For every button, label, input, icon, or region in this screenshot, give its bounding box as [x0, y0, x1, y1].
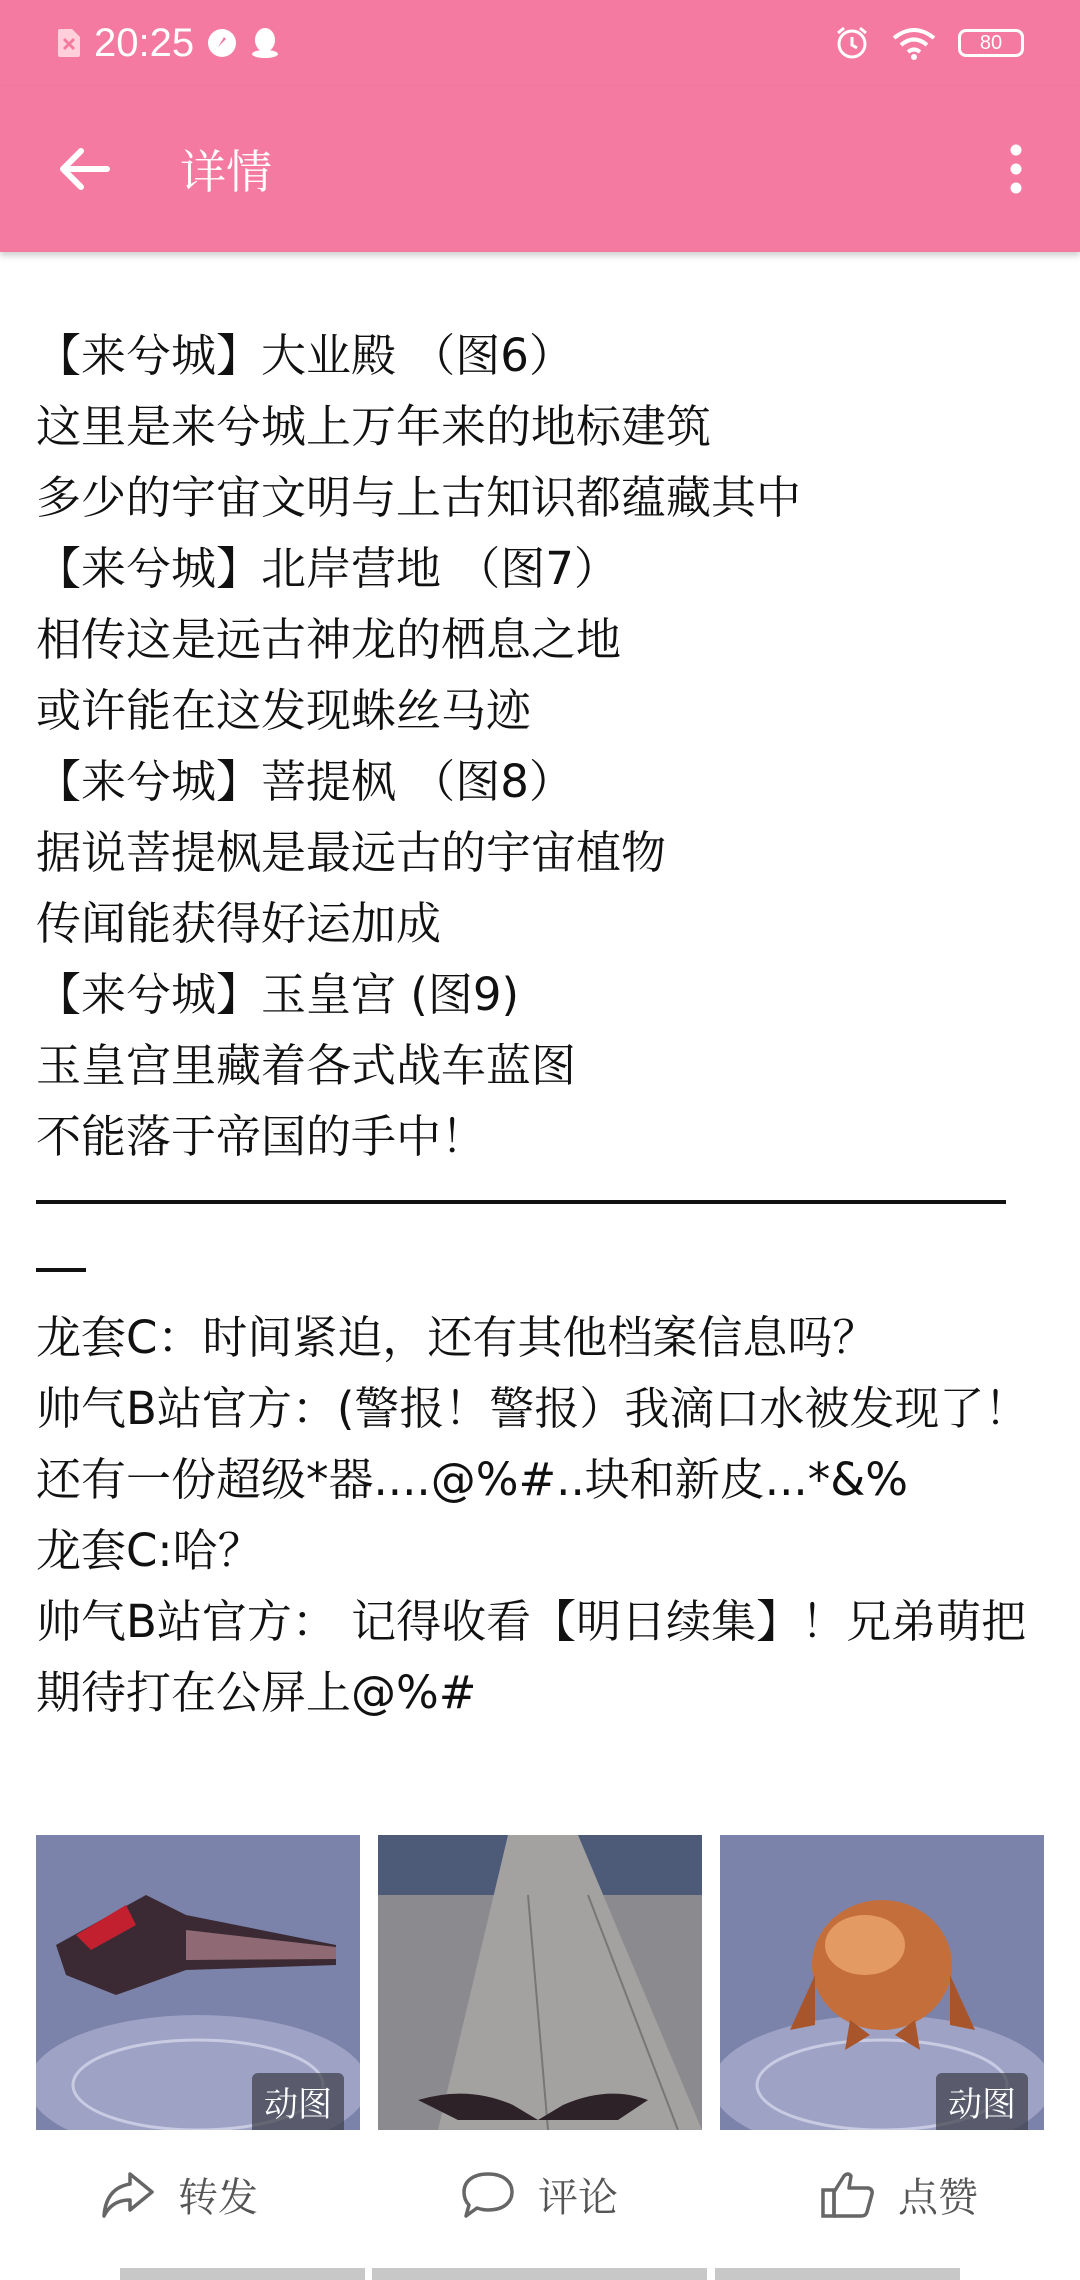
dialog-block [36, 1302, 1036, 1728]
gesture-segment [120, 2268, 365, 2280]
share-button[interactable] [100, 2166, 258, 2223]
image-thumbnail-3[interactable] [720, 1835, 1044, 2130]
wifi-icon [892, 26, 936, 60]
post-line: 【来兮城】玉皇宫 (图9) [36, 968, 520, 1021]
qq-icon [250, 26, 280, 60]
image-thumbnail-1[interactable] [36, 1835, 360, 2130]
dialog-line: 龙套C:哈？ [36, 1524, 263, 1577]
track-thumbnail-icon [378, 1835, 702, 2130]
post-line: 或许能在这发现蛛丝马迹 [36, 684, 532, 737]
alarm-icon [834, 25, 870, 61]
gif-badge: 动图 [252, 2073, 344, 2130]
app-bar [0, 86, 1080, 252]
like-button[interactable] [820, 2166, 978, 2223]
post-line: 【来兮城】菩提枫 （图8） [36, 755, 574, 808]
post-line: 传闻能获得好运加成 [36, 897, 442, 950]
dialog-line: 帅气B站官方： 记得收看【明日续集】！兄弟萌把期待打在公屏上@%# [36, 1595, 1027, 1719]
more-options-button[interactable] [996, 137, 1036, 201]
battery-icon [958, 29, 1024, 57]
battery-level: 80 [979, 31, 1003, 54]
comment-label: 评论 [538, 2175, 618, 2221]
comment-icon [460, 2170, 516, 2220]
dialog-line: 龙套C：时间紧迫，还有其他档案信息吗？ [36, 1311, 878, 1364]
back-button[interactable] [52, 137, 116, 201]
post-line: 【来兮城】北岸营地 （图7） [36, 542, 619, 595]
post-line: 【来兮城】大业殿 （图6） [36, 329, 574, 382]
gesture-segment [372, 2268, 707, 2280]
post-line: 不能落于帝国的手中！ [36, 1110, 487, 1163]
more-vert-icon [1009, 144, 1023, 194]
arrow-left-icon [57, 145, 111, 193]
share-label: 转发 [178, 2175, 258, 2221]
post-line: 据说菩提枫是最远古的宇宙植物 [36, 826, 667, 879]
image-gallery [36, 1835, 1044, 2130]
status-time: 20:25 [94, 20, 195, 65]
bottom-action-bar [0, 2130, 1080, 2280]
gif-badge: 动图 [936, 2073, 1028, 2130]
page-title: 详情 [180, 145, 272, 199]
divider-rule [36, 1200, 1006, 1204]
compass-icon [206, 27, 238, 59]
like-label: 点赞 [898, 2175, 978, 2221]
dialog-line: 帅气B站官方：(警报！警报）我滴口水被发现了！还有一份超级*器....@%#..块和新皮...*&% [36, 1382, 1030, 1506]
status-bar [0, 0, 1080, 86]
thumbs-up-icon [820, 2170, 876, 2220]
divider-rule-tail [36, 1268, 86, 1272]
image-thumbnail-2[interactable] [378, 1835, 702, 2130]
share-icon [100, 2170, 156, 2220]
gesture-segment [715, 2268, 960, 2280]
status-left [56, 21, 280, 66]
comment-button[interactable] [460, 2166, 618, 2223]
post-line: 多少的宇宙文明与上古知识都蕴藏其中 [36, 471, 802, 524]
post-content [36, 320, 1036, 1728]
sim-missing-icon [56, 27, 82, 59]
post-line: 这里是来兮城上万年来的地标建筑 [36, 400, 712, 453]
post-line: 相传这是远古神龙的栖息之地 [36, 613, 622, 666]
status-right [834, 25, 1024, 61]
post-line: 玉皇宫里藏着各式战车蓝图 [36, 1039, 577, 1092]
